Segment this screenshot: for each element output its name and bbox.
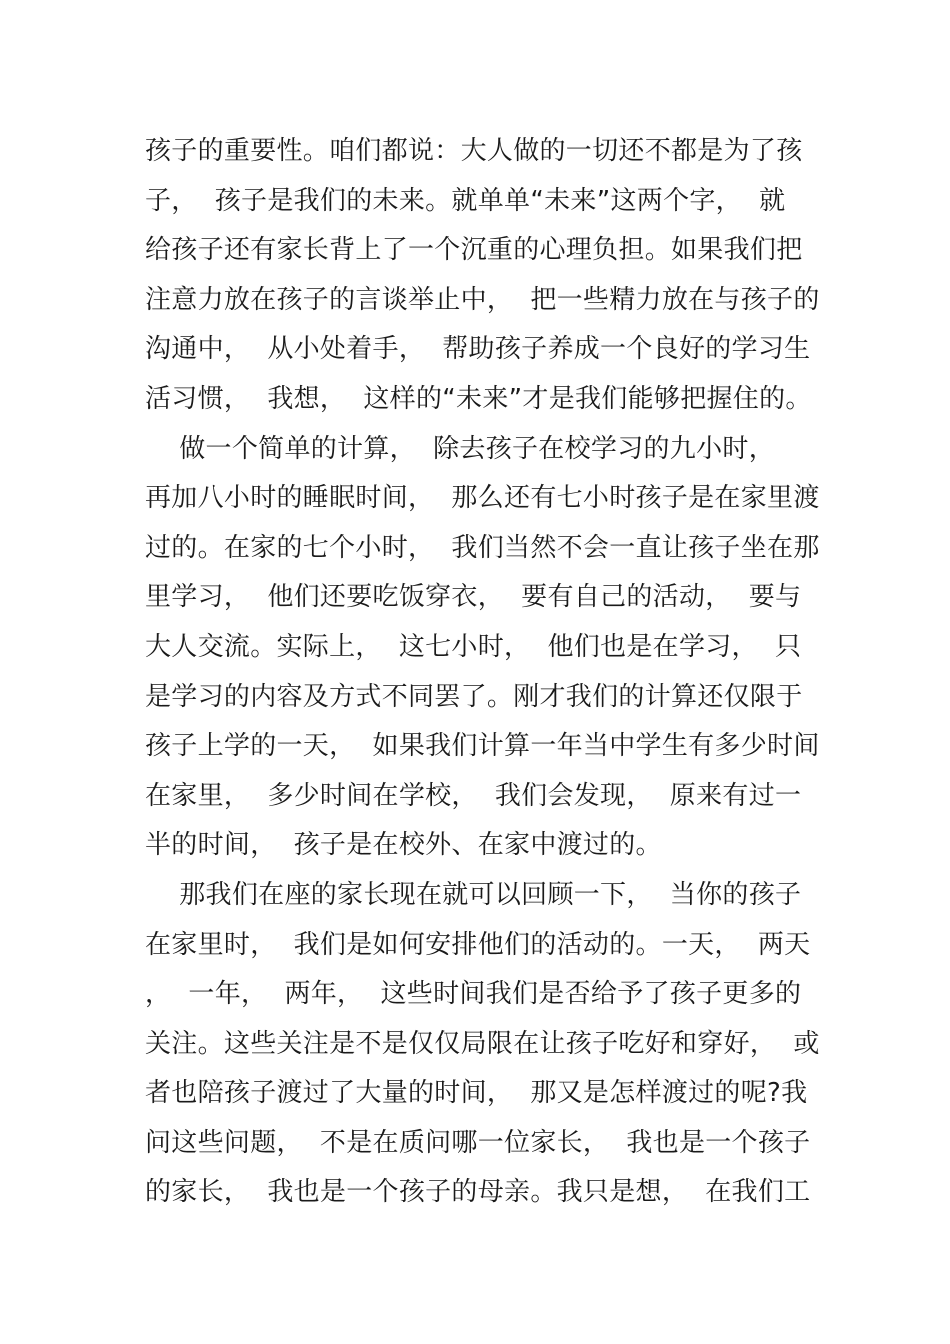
text-line: 在家里时， 我们是如何安排他们的活动的。一天， 两天 <box>145 929 811 960</box>
text-line: 活习惯， 我想， 这样的“未来”才是我们能够把握住的。 <box>145 383 812 414</box>
text-line: 注意力放在孩子的言谈举止中， 把一些精力放在与孩子的 <box>145 284 820 315</box>
text-line: 大人交流。实际上， 这七小时， 他们也是在学习， 只 <box>145 631 802 662</box>
text-line: 再加八小时的睡眠时间， 那么还有七小时孩子是在家里渡 <box>145 483 820 514</box>
text-line: 是学习的内容及方式不同罢了。刚才我们的计算还仅限于 <box>145 681 803 712</box>
body-text <box>145 127 825 1218</box>
text-line: 那我们在座的家长现在就可以回顾一下， 当你的孩子 <box>145 879 802 910</box>
text-line: 半的时间， 孩子是在校外、在家中渡过的。 <box>145 830 662 861</box>
text-line: 做一个简单的计算， 除去孩子在校学习的九小时， <box>145 433 775 464</box>
text-line: 孩子的重要性。咱们都说：大人做的一切还不都是为了孩 <box>145 136 803 166</box>
text-line: 问这些问题， 不是在质问哪一位家长， 我也是一个孩子 <box>145 1127 811 1158</box>
text-line: ， 一年， 两年， 这些时间我们是否给予了孩子更多的 <box>145 979 802 1010</box>
text-line: 的家长， 我也是一个孩子的母亲。我只是想， 在我们工 <box>145 1177 811 1208</box>
text-line: 子， 孩子是我们的未来。就单单“未来”这两个字， 就 <box>145 185 786 216</box>
text-line: 里学习， 他们还要吃饭穿衣， 要有自己的活动， 要与 <box>145 582 802 613</box>
text-line: 在家里， 多少时间在学校， 我们会发现， 原来有过一 <box>145 780 802 811</box>
text-line: 者也陪孩子渡过了大量的时间， 那又是怎样渡过的呢?我 <box>145 1078 808 1109</box>
text-line: 过的。在家的七个小时， 我们当然不会一直让孩子坐在那 <box>145 532 820 563</box>
text-line: 沟通中， 从小处着手， 帮助孩子养成一个良好的学习生 <box>145 334 811 365</box>
text-line: 孩子上学的一天， 如果我们计算一年当中学生有多少时间 <box>145 731 820 762</box>
text-line: 关注。这些关注是不是仅仅局限在让孩子吃好和穿好， 或 <box>145 1028 820 1059</box>
text-line: 给孩子还有家长背上了一个沉重的心理负担。如果我们把 <box>145 235 803 266</box>
